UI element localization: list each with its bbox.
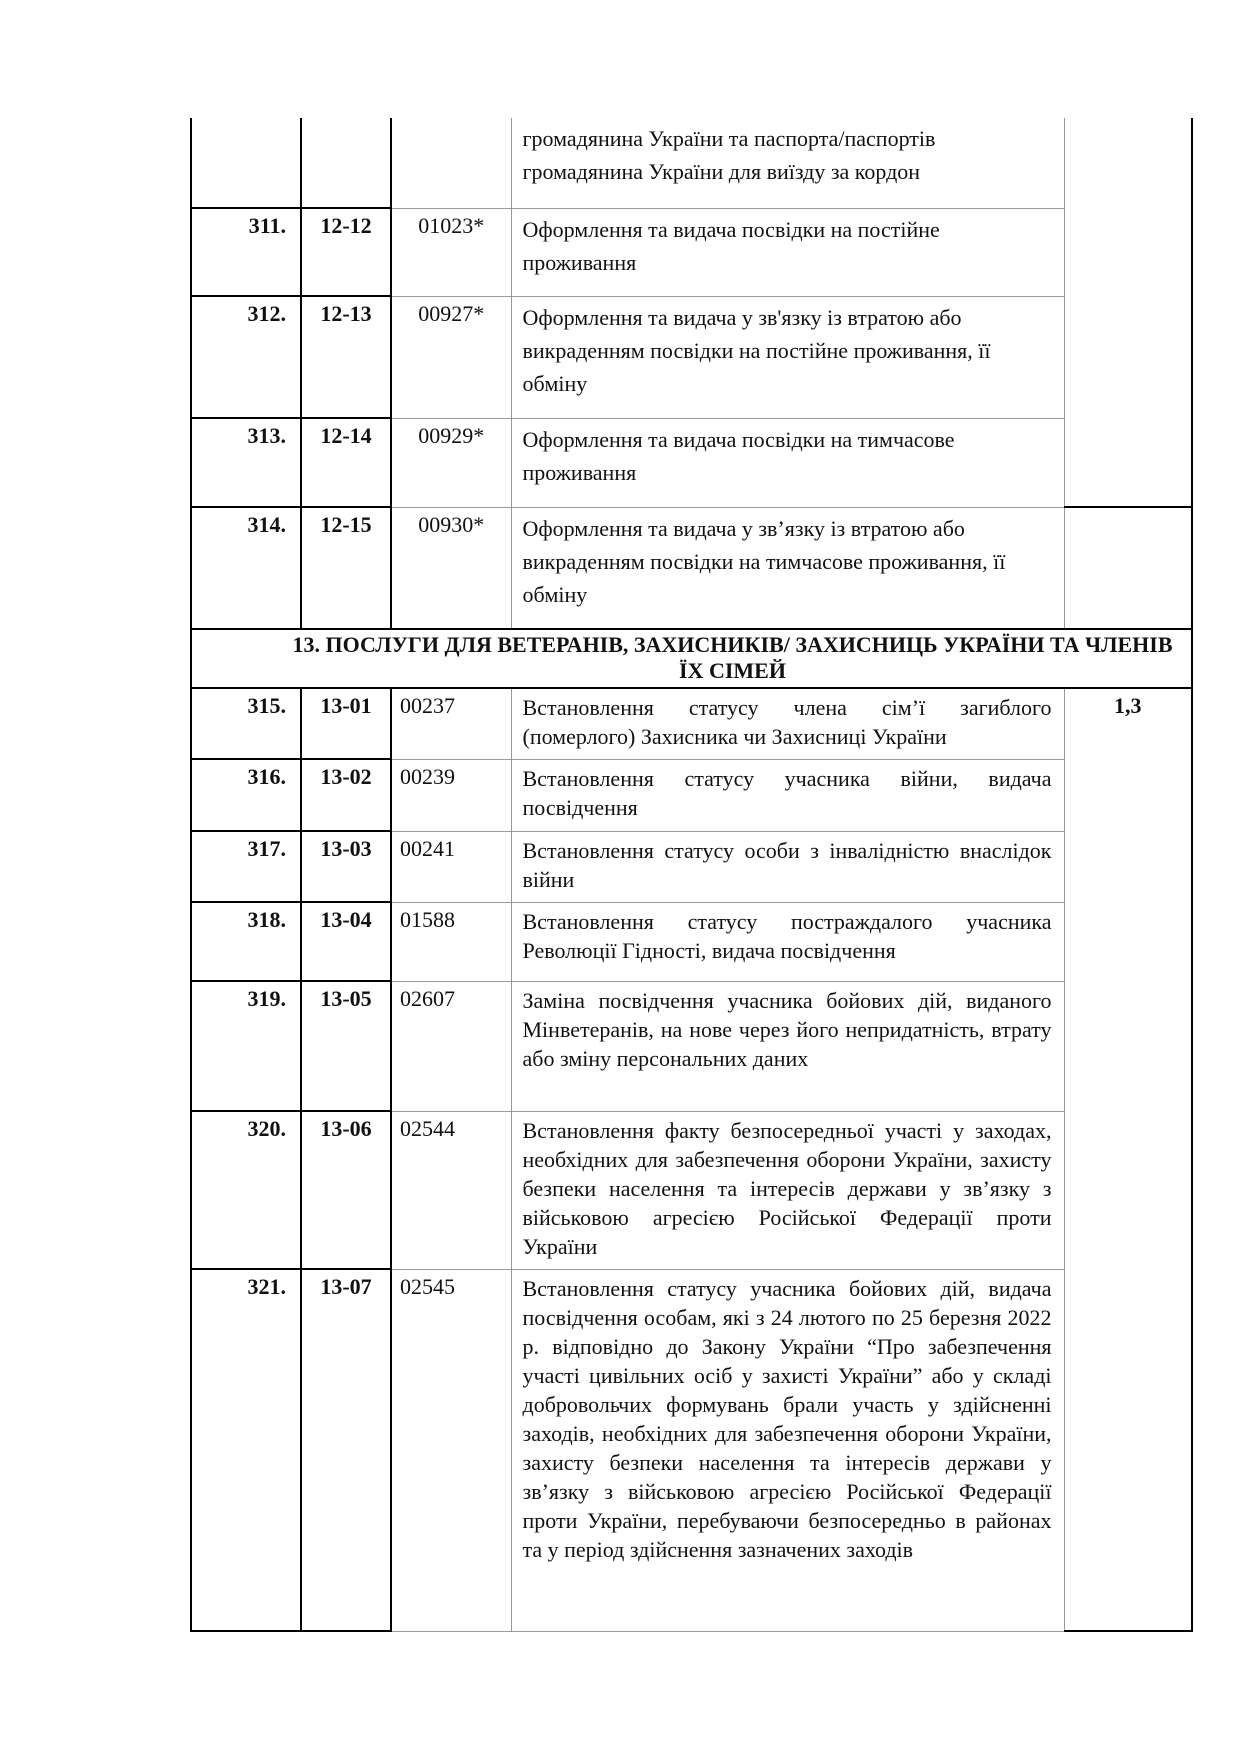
row-description: Оформлення та видача посвідки на тимчасове проживання bbox=[511, 418, 1064, 507]
row-id: 02544 bbox=[391, 1111, 511, 1269]
section-mark: 1,3 bbox=[1064, 688, 1192, 1631]
row-number: 316. bbox=[191, 759, 301, 831]
row-number: 317. bbox=[191, 831, 301, 902]
row-number: 321. bbox=[191, 1269, 301, 1631]
row-description: Встановлення статусу постраждалого учасника Революції Гідності, видача посвідчення bbox=[511, 902, 1064, 981]
table-row bbox=[191, 296, 1192, 418]
row-code: 12-13 bbox=[301, 296, 391, 418]
section-header-row bbox=[191, 629, 1192, 688]
row-note bbox=[1064, 507, 1192, 629]
table-row bbox=[191, 507, 1192, 629]
row-note bbox=[1064, 118, 1192, 507]
row-code: 13-05 bbox=[301, 981, 391, 1111]
row-id: 01588 bbox=[391, 902, 511, 981]
row-description: Встановлення статусу особи з інвалідністю внаслідок війни bbox=[511, 831, 1064, 902]
table-row bbox=[191, 981, 1192, 1111]
row-id: 01023* bbox=[391, 208, 511, 296]
row-description: Оформлення та видача у зв’язку із втратою або викраденням посвідки на тимчасове проживання, її обміну bbox=[511, 507, 1064, 629]
row-description: Встановлення факту безпосередньої участі у заходах, необхідних для забезпечення оборони України, захисту безпеки населення та інтересів держави у зв’язку з військовою агресією Російської Федерації проти України bbox=[511, 1111, 1064, 1269]
row-description: Заміна посвідчення учасника бойових дій, виданого Мінветеранів, на нове через його непридатність, втрату або зміну персональних даних bbox=[511, 981, 1064, 1111]
row-number: 313. bbox=[191, 418, 301, 507]
row-number bbox=[191, 118, 301, 208]
table-row bbox=[191, 118, 1192, 208]
row-number: 319. bbox=[191, 981, 301, 1111]
row-description: Встановлення статусу учасника бойових дій, видача посвідчення особам, які з 24 лютого по 25 березня 2022 р. відповідно до Закону України “Про забезпечення участі цивільних осіб у захисті України” або у складі добровольчих формувань брали участь у здійсненні заходів, необхідних для забезпечення оборони України, захисту безпеки населення та інтересів держави у зв’язку з військовою агресією Російської Федерації проти України, перебуваючи безпосередньо в районах та у період здійснення зазначених заходів bbox=[511, 1269, 1064, 1631]
row-code: 12-14 bbox=[301, 418, 391, 507]
row-id: 02545 bbox=[391, 1269, 511, 1631]
row-number: 315. bbox=[191, 688, 301, 759]
row-code: 13-07 bbox=[301, 1269, 391, 1631]
row-code: 13-04 bbox=[301, 902, 391, 981]
row-description: Встановлення статусу члена сім’ї загиблого (померлого) Захисника чи Захисниці України bbox=[511, 688, 1064, 759]
services-table bbox=[190, 118, 1193, 1632]
row-number: 314. bbox=[191, 507, 301, 629]
table-row bbox=[191, 1269, 1192, 1631]
table-row bbox=[191, 418, 1192, 507]
table-row bbox=[191, 831, 1192, 902]
table-row bbox=[191, 1111, 1192, 1269]
table-row bbox=[191, 902, 1192, 981]
row-code: 13-01 bbox=[301, 688, 391, 759]
row-id: 00929* bbox=[391, 418, 511, 507]
row-code: 13-03 bbox=[301, 831, 391, 902]
row-number: 312. bbox=[191, 296, 301, 418]
row-number: 320. bbox=[191, 1111, 301, 1269]
row-code: 12-12 bbox=[301, 208, 391, 296]
row-code: 12-15 bbox=[301, 507, 391, 629]
row-number: 311. bbox=[191, 208, 301, 296]
table-row bbox=[191, 759, 1192, 831]
row-description: Встановлення статусу учасника війни, видача посвідчення bbox=[511, 759, 1064, 831]
row-id: 00239 bbox=[391, 759, 511, 831]
row-id: 02607 bbox=[391, 981, 511, 1111]
row-code: 13-06 bbox=[301, 1111, 391, 1269]
section-title: 13. ПОСЛУГИ ДЛЯ ВЕТЕРАНІВ, ЗАХИСНИКІВ/ ЗАХИСНИЦЬ УКРАЇНИ ТА ЧЛЕНІВ ЇХ СІМЕЙ bbox=[191, 629, 1192, 688]
row-id bbox=[391, 118, 511, 208]
row-description: Оформлення та видача посвідки на постійне проживання bbox=[511, 208, 1064, 296]
row-id: 00930* bbox=[391, 507, 511, 629]
row-number: 318. bbox=[191, 902, 301, 981]
row-code: 13-02 bbox=[301, 759, 391, 831]
row-id: 00241 bbox=[391, 831, 511, 902]
table-row bbox=[191, 208, 1192, 296]
row-description: громадянина України та паспорта/паспортів громадянина України для виїзду за кордон bbox=[511, 118, 1064, 208]
row-id: 00237 bbox=[391, 688, 511, 759]
row-id: 00927* bbox=[391, 296, 511, 418]
row-description: Оформлення та видача у зв'язку із втратою або викраденням посвідки на постійне проживання, її обміну bbox=[511, 296, 1064, 418]
row-code bbox=[301, 118, 391, 208]
table-row bbox=[191, 688, 1192, 759]
